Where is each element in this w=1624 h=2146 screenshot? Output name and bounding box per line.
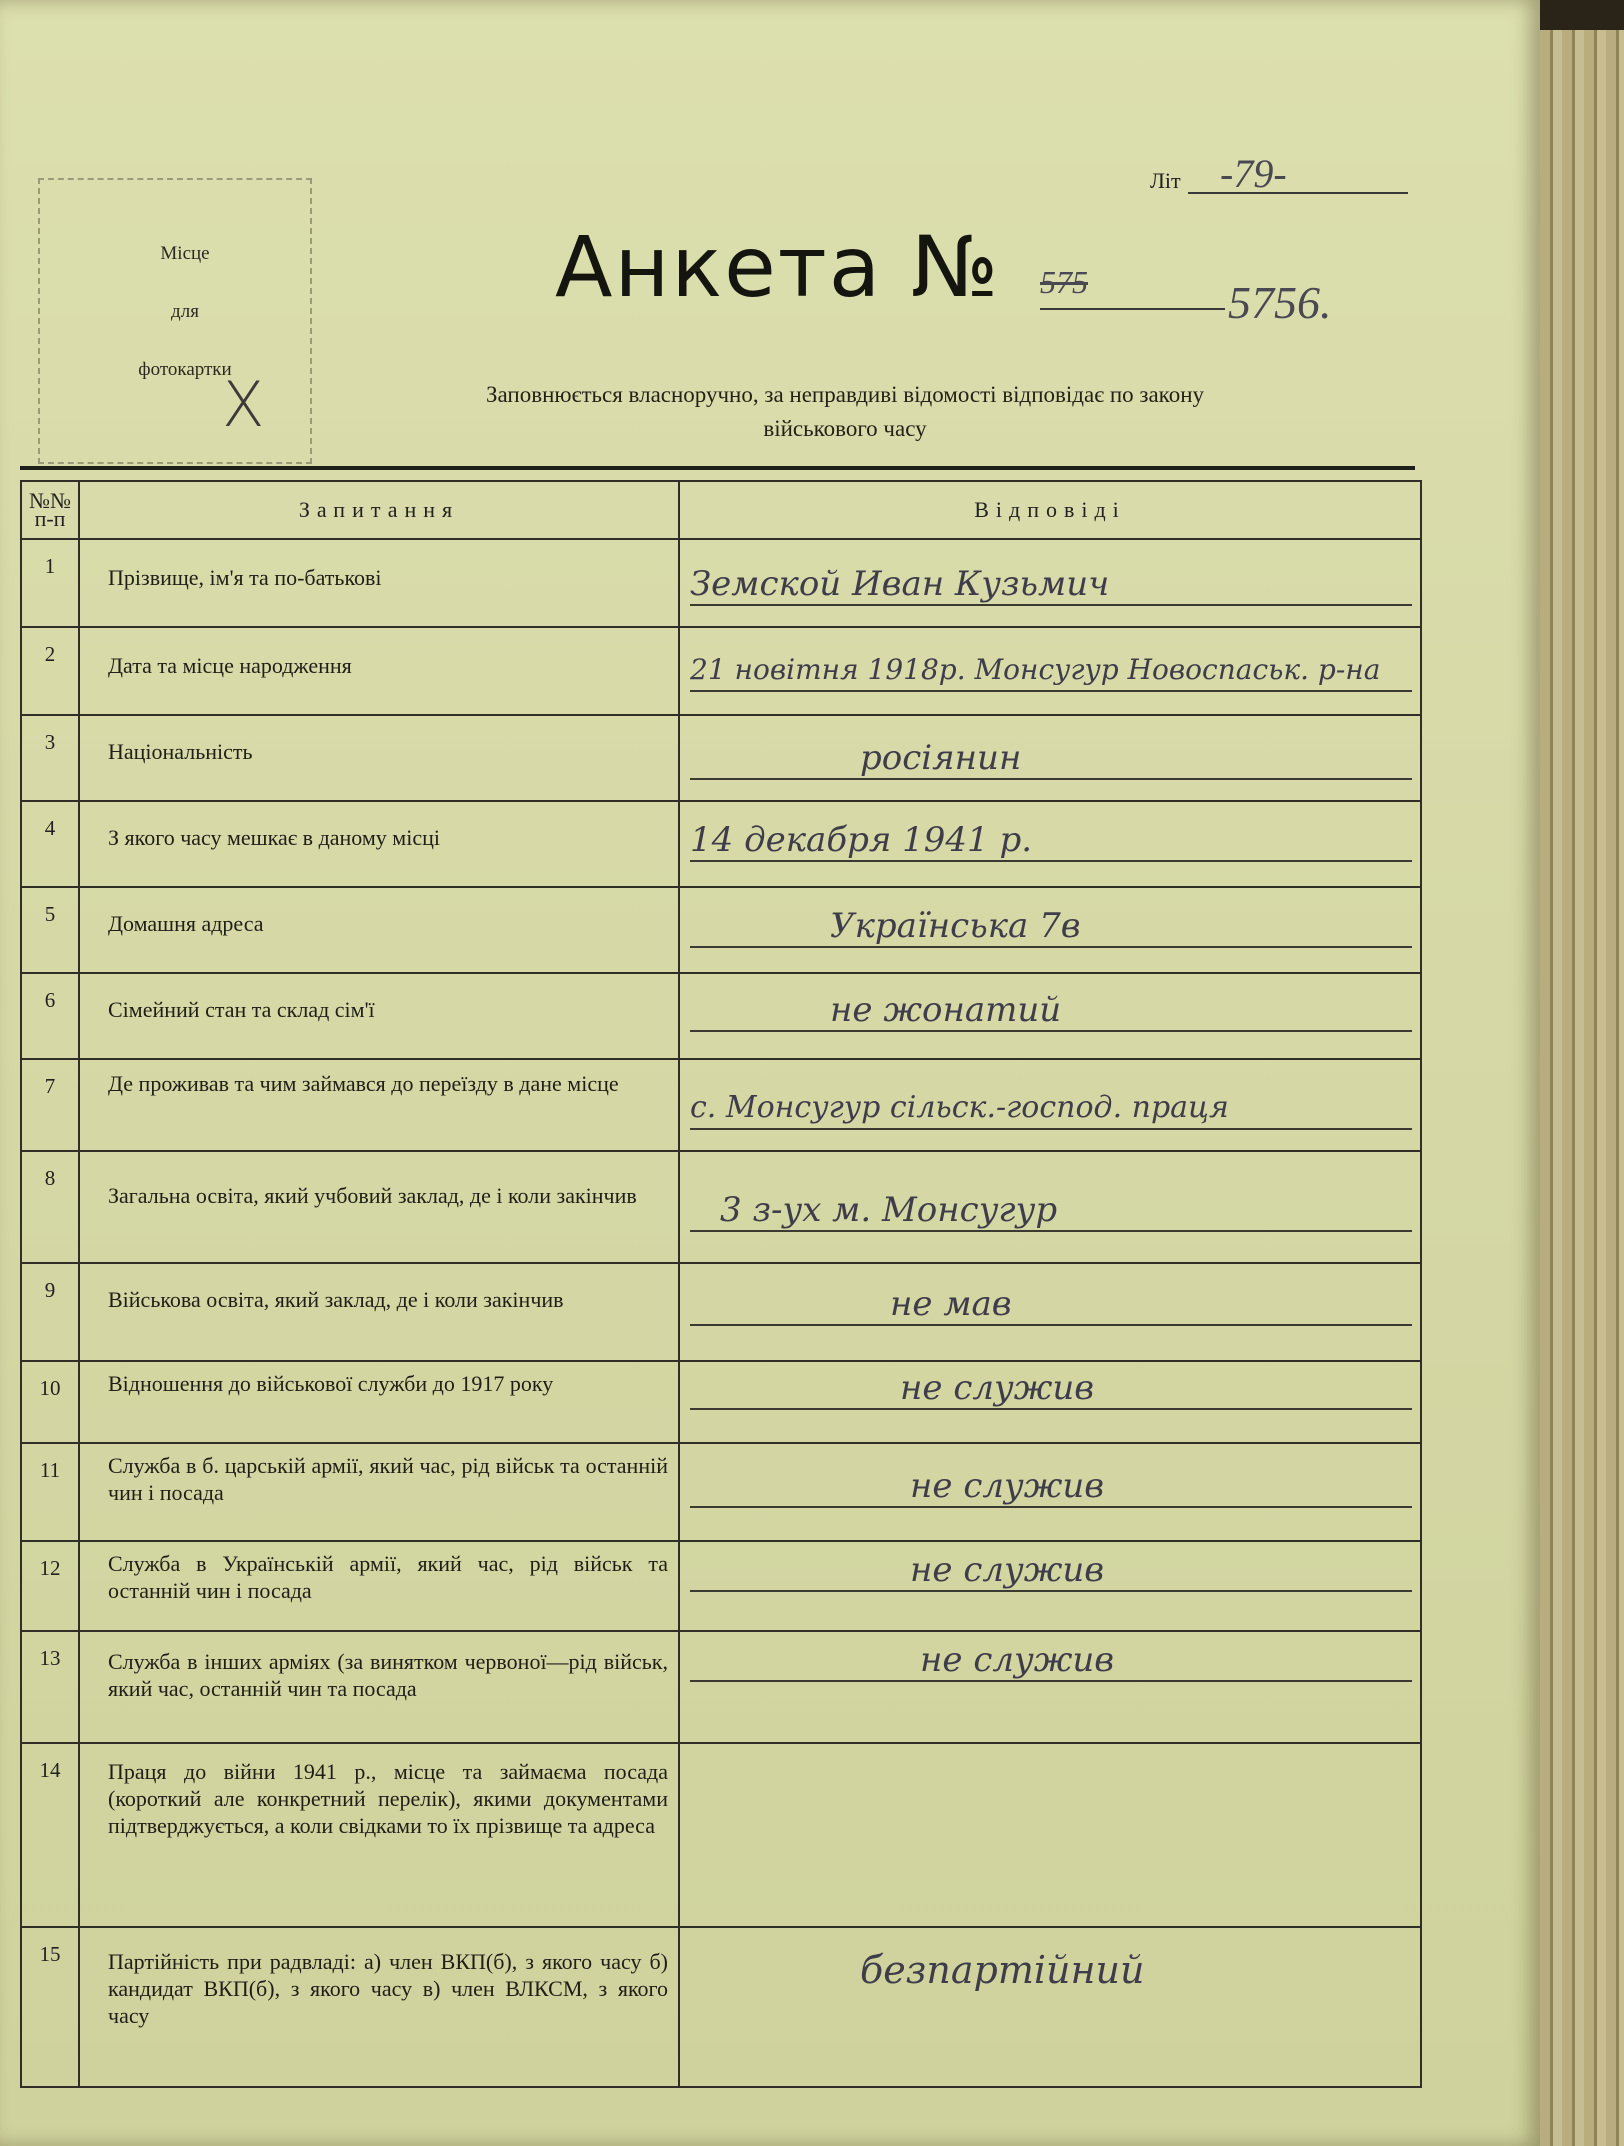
photo-cross-mark: X bbox=[222, 368, 265, 441]
row-number: 1 bbox=[21, 539, 79, 627]
questionnaire-table bbox=[20, 480, 1422, 2088]
question-text: Партійність при радвладі: а) член ВКП(б), з якого часу б) кандидат ВКП(б), з якого часу в) член ВЛКСМ, з якого часу bbox=[79, 1927, 679, 2087]
handwritten-answer: Українська 7в bbox=[690, 906, 1412, 948]
form-number-underline bbox=[1040, 308, 1225, 310]
lit-label: Літ bbox=[1150, 168, 1181, 193]
question-text: Сімейний стан та склад сім'ї bbox=[79, 973, 679, 1059]
answer-cell bbox=[679, 1631, 1421, 1743]
form-number-struck: 575 bbox=[1040, 264, 1088, 300]
table-row bbox=[21, 1631, 1421, 1743]
table-row bbox=[21, 1263, 1421, 1361]
question-text: Загальна освіта, який учбовий заклад, де і коли закінчив bbox=[79, 1151, 679, 1263]
table-row bbox=[21, 973, 1421, 1059]
question-text: Національність bbox=[79, 715, 679, 801]
column-header-number: №№ п-п bbox=[21, 481, 79, 539]
row-number: 14 bbox=[21, 1743, 79, 1927]
table-row bbox=[21, 1151, 1421, 1263]
instructions-line1: Заповнюється власноручно, за неправдиві відомості відповідає по закону bbox=[486, 382, 1204, 407]
handwritten-answer: Земской Иван Кузьмич bbox=[690, 564, 1412, 606]
handwritten-answer: 21 новітня 1918р. Монсугур Новоспаськ. р-на bbox=[690, 650, 1412, 692]
row-number: 10 bbox=[21, 1361, 79, 1443]
handwritten-answer: с. Монсугур сільск.-господ. праця bbox=[690, 1088, 1412, 1130]
row-number: 9 bbox=[21, 1263, 79, 1361]
answer-cell bbox=[679, 539, 1421, 627]
handwritten-answer: не жонатий bbox=[690, 990, 1412, 1032]
row-number: 7 bbox=[21, 1059, 79, 1151]
question-text: Служба в інших арміях (за винятком червоної—рід військ, який час, останній чин та посада bbox=[79, 1631, 679, 1743]
header-rule bbox=[20, 466, 1415, 470]
answer-cell bbox=[679, 1443, 1421, 1541]
answer-cell bbox=[679, 1541, 1421, 1631]
handwritten-answer: не служив bbox=[690, 1550, 1412, 1592]
instructions-line2: військового часу bbox=[763, 416, 927, 441]
question-text: Військова освіта, який заклад, де і коли закінчив bbox=[79, 1263, 679, 1361]
question-text: З якого часу мешкає в даному місці bbox=[79, 801, 679, 887]
table-header-row bbox=[21, 481, 1421, 539]
question-text: Праця до війни 1941 р., місце та займаєма посада (короткий але конкретний перелік), якими документами підтверджується, а коли свідками то їх прізвище та адреса bbox=[79, 1743, 679, 1927]
lit-underline bbox=[1188, 192, 1408, 194]
answer-cell bbox=[679, 627, 1421, 715]
row-number: 5 bbox=[21, 887, 79, 973]
row-number: 13 bbox=[21, 1631, 79, 1743]
question-text: Прізвище, ім'я та по-батькові bbox=[79, 539, 679, 627]
question-text: Відношення до військової служби до 1917 року bbox=[79, 1361, 679, 1443]
photo-label-line1: Місце bbox=[160, 243, 210, 264]
answer-cell bbox=[679, 887, 1421, 973]
answer-cell bbox=[679, 1927, 1421, 2087]
handwritten-answer: росіянин bbox=[690, 738, 1412, 780]
answer-cell bbox=[679, 973, 1421, 1059]
row-number: 12 bbox=[21, 1541, 79, 1631]
handwritten-answer: 3 з-ух м. Монсугур bbox=[690, 1190, 1412, 1232]
handwritten-answer: безпартійний bbox=[860, 1948, 1145, 1992]
form-title: Анкета № bbox=[555, 218, 1001, 316]
row-number: 6 bbox=[21, 973, 79, 1059]
column-header-answer: Відповіді bbox=[679, 481, 1421, 539]
handwritten-answer: не служив bbox=[690, 1368, 1412, 1410]
table-row bbox=[21, 715, 1421, 801]
table-row bbox=[21, 627, 1421, 715]
handwritten-answer: не служив bbox=[690, 1466, 1412, 1508]
table-row bbox=[21, 801, 1421, 887]
row-number: 11 bbox=[21, 1443, 79, 1541]
table-row bbox=[21, 539, 1421, 627]
handwritten-answer: не мав bbox=[690, 1284, 1412, 1326]
question-text: Служба в б. царській армії, який час, рід військ та останній чин і посада bbox=[79, 1443, 679, 1541]
row-number: 15 bbox=[21, 1927, 79, 2087]
question-text: Домашня адреса bbox=[79, 887, 679, 973]
answer-cell bbox=[679, 715, 1421, 801]
table-row bbox=[21, 1443, 1421, 1541]
question-text: Дата та місце народження bbox=[79, 627, 679, 715]
photo-label-line2: для bbox=[171, 301, 199, 322]
form-number: 5756. bbox=[1228, 277, 1332, 328]
lit-value: -79- bbox=[1220, 151, 1287, 196]
handwritten-answer: 14 декабря 1941 р. bbox=[690, 820, 1412, 862]
handwritten-answer: не служив bbox=[690, 1640, 1412, 1682]
answer-cell bbox=[679, 1151, 1421, 1263]
row-number: 3 bbox=[21, 715, 79, 801]
table-row bbox=[21, 1361, 1421, 1443]
binding-page-edges bbox=[1540, 30, 1624, 2146]
answer-cell bbox=[679, 801, 1421, 887]
table-row bbox=[21, 1927, 1421, 2087]
photo-label-line3: фотокартки bbox=[138, 359, 232, 380]
row-number: 4 bbox=[21, 801, 79, 887]
table-row bbox=[21, 1059, 1421, 1151]
form-instructions bbox=[280, 378, 1410, 446]
answer-cell bbox=[679, 1743, 1421, 1927]
column-header-question: Запитання bbox=[79, 481, 679, 539]
table-row bbox=[21, 1743, 1421, 1927]
answer-cell bbox=[679, 1263, 1421, 1361]
question-text: Де проживав та чим займався до переїзду в дане місце bbox=[79, 1059, 679, 1151]
row-number: 8 bbox=[21, 1151, 79, 1263]
table-row bbox=[21, 1541, 1421, 1631]
row-number: 2 bbox=[21, 627, 79, 715]
table-row bbox=[21, 887, 1421, 973]
question-text: Служба в Українській армії, який час, рід військ та останній чин і посада bbox=[79, 1541, 679, 1631]
answer-cell bbox=[679, 1059, 1421, 1151]
answer-cell bbox=[679, 1361, 1421, 1443]
